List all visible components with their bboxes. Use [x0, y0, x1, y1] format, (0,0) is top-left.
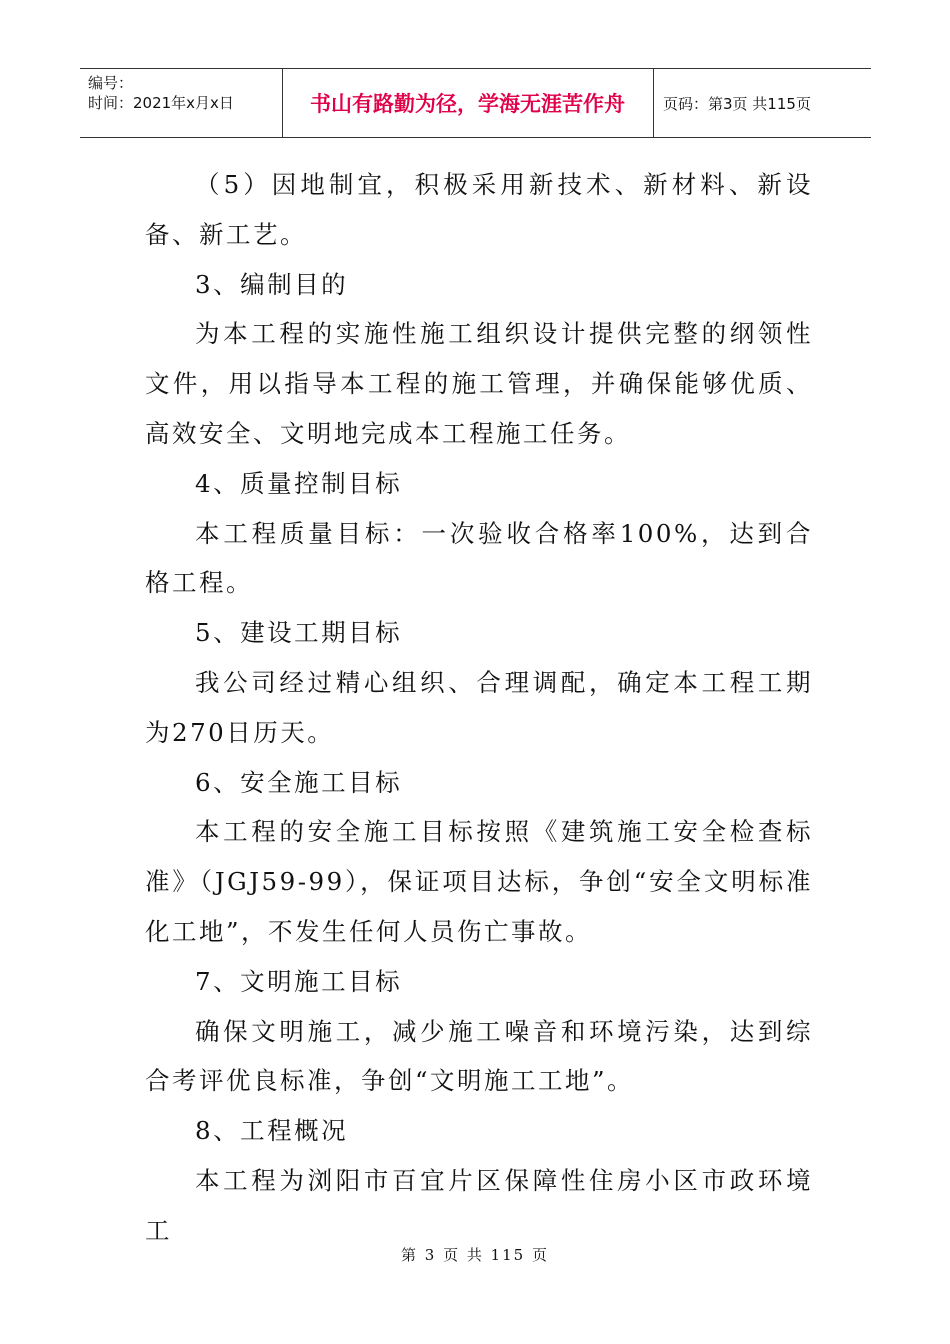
time-label: 时间：2021年x月x日 [88, 94, 234, 112]
paragraph: 本工程的安全施工目标按照《建筑施工安全检查标准》（JGJ59-99），保证项目达标，争创“安全文明标准化工地”，不发生任何人员伤亡事故。 [145, 817, 813, 946]
header-divider [653, 69, 654, 137]
paragraph: 本工程为浏阳市百宜片区保障性住房小区市政环境工 [145, 1165, 813, 1245]
paragraph: 确保文明施工，减少施工噪音和环境污染，达到综合考评优良标准，争创“文明施工工地”。 [145, 1016, 813, 1096]
section-heading: 8、工程概况 [195, 1116, 349, 1146]
header-page-number: 页码：第3页 共115页 [663, 94, 811, 113]
section-heading: 5、建设工期目标 [195, 618, 403, 648]
section-heading: 7、文明施工目标 [195, 966, 403, 996]
paragraph: 本工程质量目标：一次验收合格率100%，达到合格工程。 [145, 518, 813, 598]
paragraph: 我公司经过精心组织、合理调配，确定本工程工期为270日历天。 [145, 667, 813, 747]
section-heading: 6、安全施工目标 [195, 767, 403, 797]
paragraph: 为本工程的实施性施工组织设计提供完整的纲领性文件，用以指导本工程的施工管理，并确保能够优质、高效安全、文明地完成本工程施工任务。 [145, 319, 813, 448]
document-header [80, 68, 871, 138]
paragraph: （5）因地制宜，积极采用新技术、新材料、新设备、新工艺。 [145, 170, 813, 249]
document-body [145, 160, 813, 1256]
section-heading: 3、编制目的 [195, 269, 349, 299]
section-heading: 4、质量控制目标 [195, 468, 403, 498]
header-meta [88, 73, 234, 113]
page-footer: 第 3 页 共 115 页 [400, 1246, 549, 1264]
header-motto: 书山有路勤为径，学海无涯苦作舟 [310, 92, 625, 116]
code-label: 编号： [88, 74, 134, 92]
